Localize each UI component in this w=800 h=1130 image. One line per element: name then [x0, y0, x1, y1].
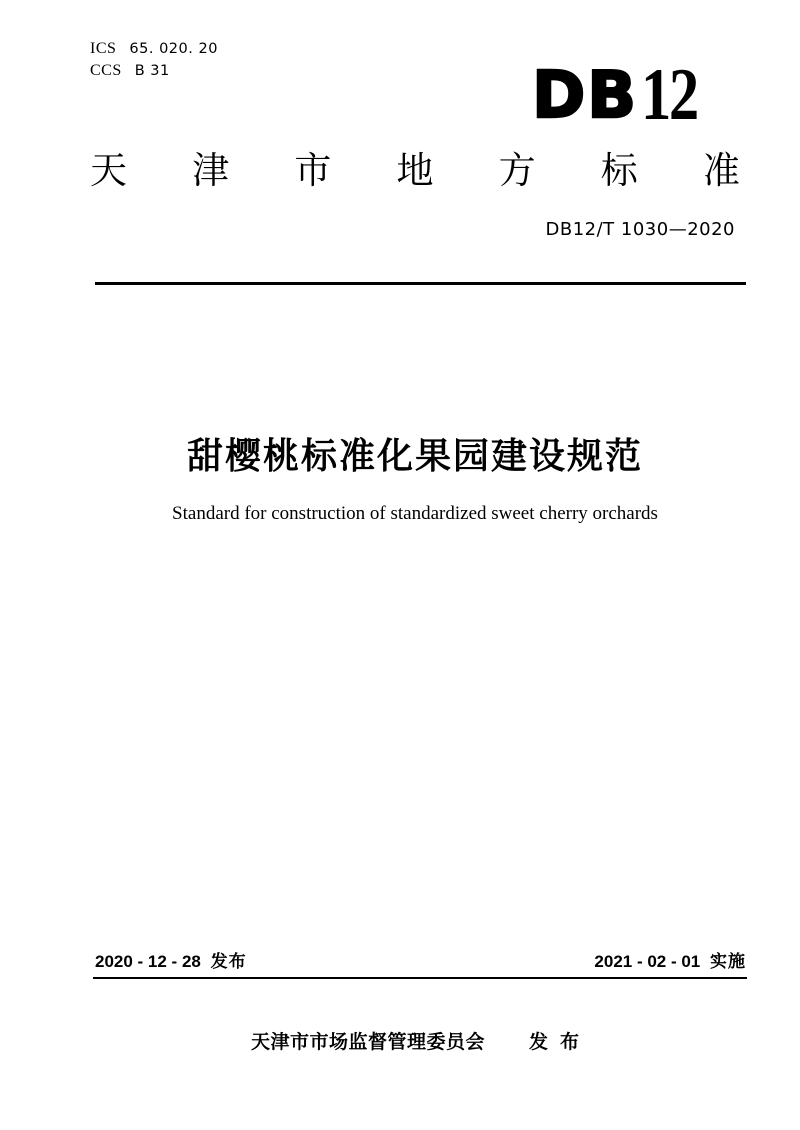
publisher-name: 天津市市场监督管理委员会	[250, 1032, 485, 1053]
standard-number: DB12/T 1030—2020	[545, 219, 735, 240]
publisher-row	[75, 1028, 755, 1058]
publish-label	[529, 1028, 579, 1058]
issue-date: 2020 - 12 - 28	[95, 952, 201, 971]
heading-char: 准	[702, 150, 740, 191]
heading-char: 标	[600, 150, 638, 191]
heading-char: 津	[192, 150, 230, 191]
ics-value: 65. 020. 20	[129, 41, 218, 57]
ccs-value: B 31	[134, 63, 170, 79]
dates-row	[95, 950, 746, 974]
document-title-chinese: 甜樱桃标准化果园建设规范	[186, 435, 643, 476]
local-standard-heading	[90, 149, 740, 193]
implement-date: 2021 - 02 - 01	[594, 952, 701, 971]
implement-label: 实施	[710, 952, 746, 971]
ccs-code-row	[90, 60, 218, 82]
implement-date-block	[594, 950, 746, 974]
issue-date-block	[95, 950, 247, 974]
heading-char: 方	[498, 150, 536, 191]
ics-label: ICS	[90, 40, 117, 57]
ccs-label: CCS	[90, 62, 122, 79]
db12-logo-prefix: DB	[532, 59, 638, 133]
footer-divider-line	[93, 977, 747, 979]
heading-char: 市	[294, 150, 332, 191]
db12-logo	[532, 54, 709, 136]
ics-code-row	[90, 38, 218, 60]
publish-char: 发	[528, 1032, 548, 1053]
db12-logo-number: 12	[641, 54, 697, 136]
heading-char: 天	[90, 150, 127, 191]
classification-codes	[90, 38, 218, 82]
issue-label: 发布	[210, 952, 247, 971]
heading-char: 地	[396, 150, 434, 191]
publish-char: 布	[560, 1032, 580, 1053]
header-divider-line	[95, 282, 746, 285]
document-title-english: Standard for construction of standardized sweet cherry orchards	[172, 503, 658, 524]
